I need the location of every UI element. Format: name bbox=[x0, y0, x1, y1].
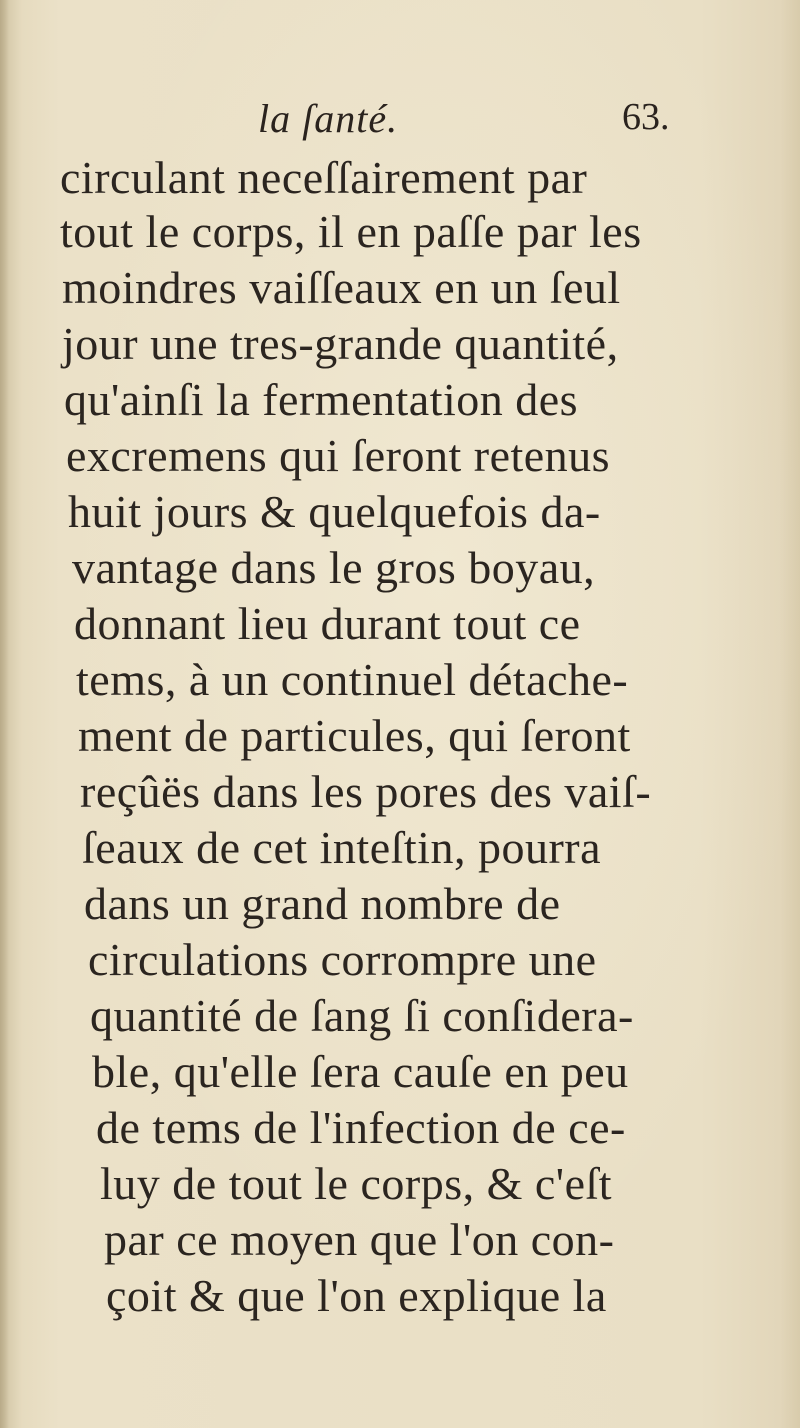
text-line: circulant neceſſairement par bbox=[60, 152, 588, 203]
text-line: jour une tres-grande quantité, bbox=[62, 318, 619, 369]
text-line: par ce moyen que l'on con- bbox=[104, 1214, 615, 1265]
text-line: huit jours & quelquefois da- bbox=[68, 486, 601, 537]
text-line: vantage dans le gros boyau, bbox=[72, 542, 596, 593]
page-number: 63. bbox=[622, 96, 670, 138]
text-line: çoit & que l'on explique la bbox=[106, 1270, 607, 1321]
running-title: la ſanté. bbox=[258, 96, 399, 141]
text-line: moindres vaiſſeaux en un ſeul bbox=[62, 262, 621, 313]
text-line: de tems de l'infection de ce- bbox=[96, 1102, 626, 1153]
text-line: ſeaux de cet inteſtin, pourra bbox=[82, 822, 602, 873]
text-line: reçûës dans les pores des vaiſ- bbox=[80, 766, 652, 817]
text-line: tems, à un continuel détache- bbox=[76, 654, 629, 705]
text-line: quantité de ſang ſi conſidera- bbox=[90, 990, 634, 1041]
text-line: circulations corrompre une bbox=[88, 934, 597, 985]
text-line: ment de particules, qui ſeront bbox=[78, 710, 631, 761]
text-line: luy de tout le corps, & c'eſt bbox=[100, 1158, 613, 1209]
text-line: donnant lieu durant tout ce bbox=[74, 598, 581, 649]
text-line: qu'ainſi la fermentation des bbox=[64, 374, 579, 425]
text-line: ble, qu'elle ſera cauſe en peu bbox=[92, 1046, 629, 1097]
text-line: tout le corps, il en paſſe par les bbox=[60, 206, 642, 257]
text-line: excremens qui ſeront retenus bbox=[66, 430, 611, 481]
text-line: dans un grand nombre de bbox=[84, 878, 561, 929]
